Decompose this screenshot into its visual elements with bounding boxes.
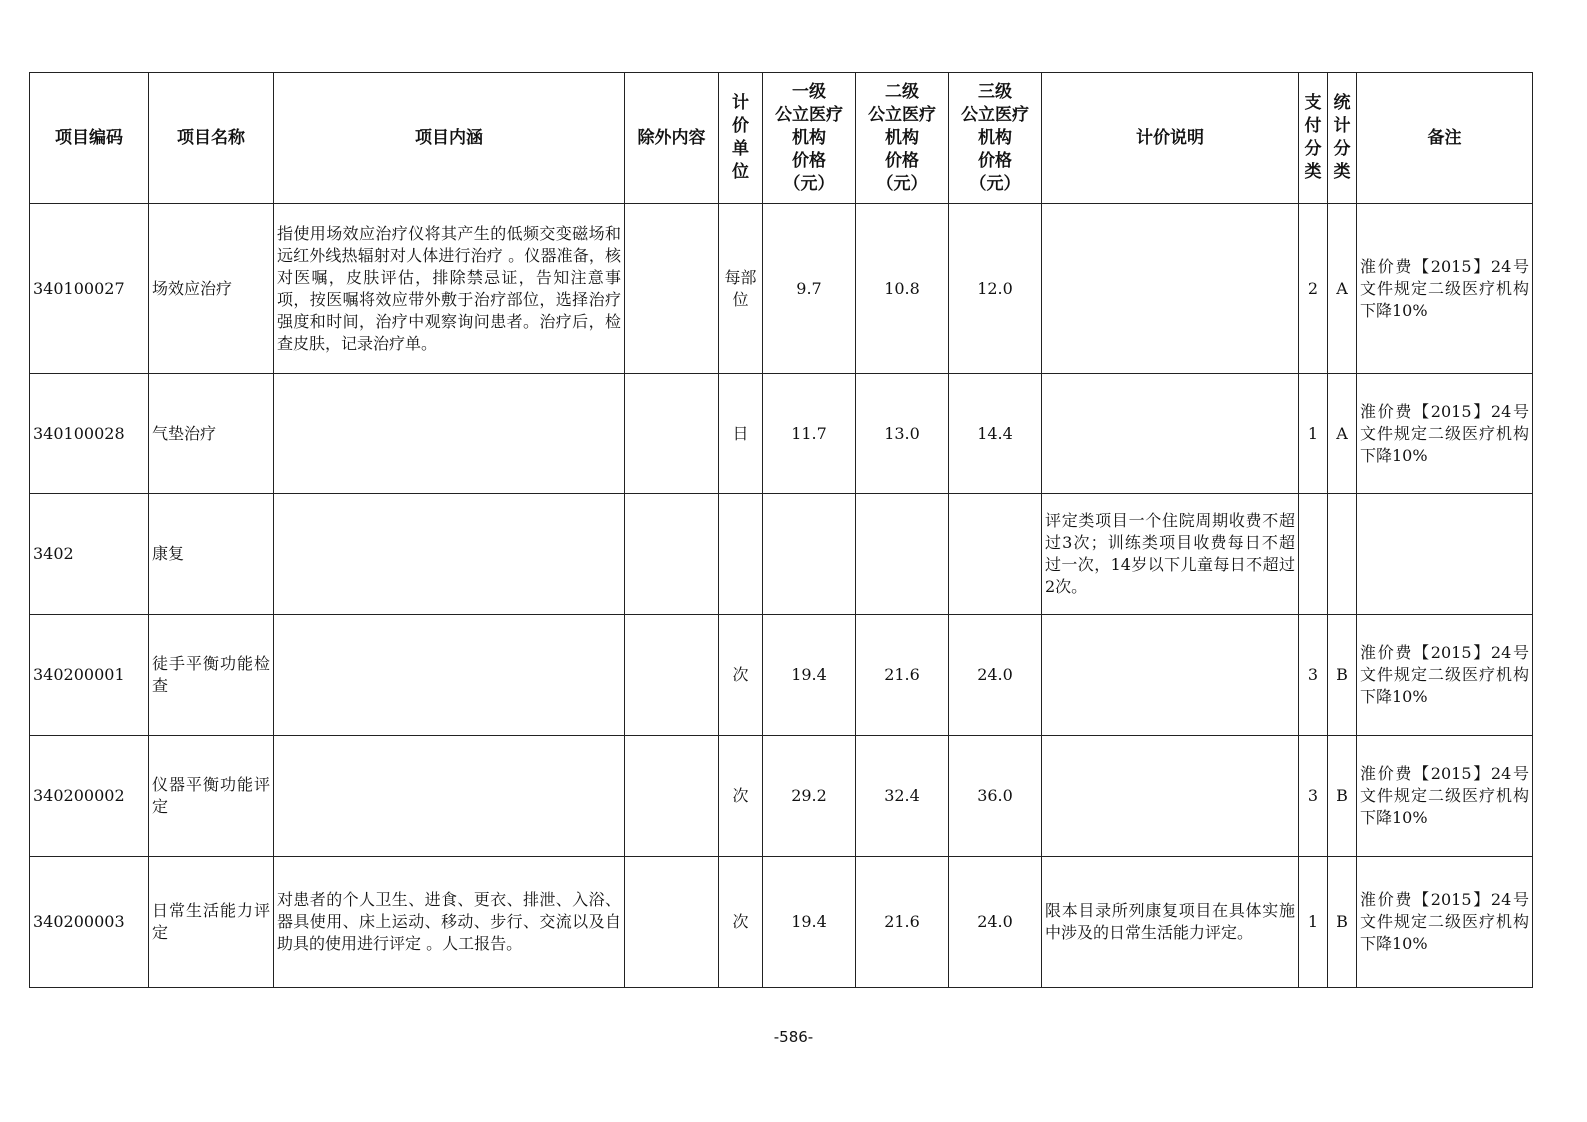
cell-content: [274, 615, 625, 736]
cell-explain: 限本目录所列康复项目在具体实施中涉及的日常生活能力评定。: [1042, 857, 1299, 988]
page-number: -586-: [773, 1028, 814, 1046]
cell-exclude: [625, 857, 719, 988]
cell-content: 对患者的个人卫生、进食、更衣、排泄、入浴、器具使用、床上运动、移动、步行、交流以及自助具的使用进行评定 。人工报告。: [274, 857, 625, 988]
header-content: 项目内涵: [274, 73, 625, 204]
price-table: [29, 72, 1533, 988]
header-price2-line: 机构: [885, 127, 919, 148]
cell-exclude: [625, 494, 719, 615]
header-price3-line: 价格: [978, 150, 1012, 171]
cell-code: 3402: [30, 494, 149, 615]
cell-content: [274, 736, 625, 857]
cell-stat: A: [1328, 374, 1357, 494]
cell-code: 340200003: [30, 857, 149, 988]
cell-price3: 12.0: [949, 204, 1042, 374]
header-price2-line: （元）: [876, 173, 928, 194]
header-price2-line: 价格: [885, 150, 919, 171]
table-row: [30, 736, 1533, 857]
cell-exclude: [625, 204, 719, 374]
cell-explain: [1042, 736, 1299, 857]
cell-content: [274, 494, 625, 615]
header-price2-line: 公立医疗: [868, 104, 936, 125]
header-code: 项目编码: [30, 73, 149, 204]
cell-remark: 淮价费【2015】24号文件规定二级医疗机构下降10%: [1357, 857, 1533, 988]
cell-pay: 1: [1299, 374, 1328, 494]
header-unit: [719, 73, 763, 204]
header-price-level3: [949, 73, 1042, 204]
cell-price3: 24.0: [949, 857, 1042, 988]
cell-remark: 淮价费【2015】24号文件规定二级医疗机构下降10%: [1357, 204, 1533, 374]
cell-name: 日常生活能力评定: [149, 857, 274, 988]
cell-exclude: [625, 736, 719, 857]
cell-stat: B: [1328, 857, 1357, 988]
table-row: [30, 857, 1533, 988]
cell-price3: 14.4: [949, 374, 1042, 494]
cell-unit: [719, 374, 763, 494]
table-row: [30, 374, 1533, 494]
header-price2-line: 二级: [885, 81, 919, 102]
header-price3-line: 机构: [978, 127, 1012, 148]
cell-explain: [1042, 204, 1299, 374]
header-unit-text: 计价单位: [732, 93, 749, 182]
cell-unit-text: 日: [732, 423, 749, 443]
cell-exclude: [625, 615, 719, 736]
table-row: [30, 494, 1533, 615]
cell-stat: [1328, 494, 1357, 615]
header-price1-line: （元）: [783, 173, 835, 194]
header-row: [30, 73, 1533, 204]
cell-unit-text: 次: [732, 786, 749, 805]
cell-unit: [719, 736, 763, 857]
cell-price1: 9.7: [763, 204, 856, 374]
price-table-container: [29, 72, 1533, 988]
cell-price2: 10.8: [856, 204, 949, 374]
header-stat: [1328, 73, 1357, 204]
cell-price1: 19.4: [763, 615, 856, 736]
cell-pay: 1: [1299, 857, 1328, 988]
cell-content: [274, 374, 625, 494]
header-price1-line: 一级: [792, 81, 826, 102]
cell-unit: [719, 204, 763, 374]
cell-code: 340200002: [30, 736, 149, 857]
cell-stat: B: [1328, 736, 1357, 857]
cell-code: 340200001: [30, 615, 149, 736]
cell-price2: 32.4: [856, 736, 949, 857]
cell-price2: 13.0: [856, 374, 949, 494]
cell-pay: 3: [1299, 736, 1328, 857]
cell-unit-text: 次: [732, 912, 749, 931]
header-explain: 计价说明: [1042, 73, 1299, 204]
cell-name: 场效应治疗: [149, 204, 274, 374]
cell-price3: 24.0: [949, 615, 1042, 736]
cell-unit: [719, 615, 763, 736]
header-price1-line: 机构: [792, 127, 826, 148]
cell-unit-text: 每部位: [724, 267, 757, 309]
cell-content: 指使用场效应治疗仪将其产生的低频交变磁场和远红外线热辐射对人体进行治疗 。仪器准备，核对医嘱，皮肤评估，排除禁忌证，告知注意事项，按医嘱将效应带外敷于治疗部位，选择治疗强度和时间，治疗中观察询问患者。治疗后，检查皮肤，记录治疗单。: [274, 204, 625, 374]
cell-pay: 3: [1299, 615, 1328, 736]
header-price3-line: 三级: [978, 81, 1012, 102]
cell-price2: [856, 494, 949, 615]
cell-unit: [719, 857, 763, 988]
cell-unit: [719, 494, 763, 615]
cell-remark: 淮价费【2015】24号文件规定二级医疗机构下降10%: [1357, 374, 1533, 494]
header-price1-line: 价格: [792, 150, 826, 171]
cell-code: 340100028: [30, 374, 149, 494]
cell-price3: 36.0: [949, 736, 1042, 857]
header-remark: 备注: [1357, 73, 1533, 204]
header-stat-text: 统计分类: [1333, 93, 1351, 182]
table-row: [30, 204, 1533, 374]
header-price-level2: [856, 73, 949, 204]
cell-code: 340100027: [30, 204, 149, 374]
header-price3-line: 公立医疗: [961, 104, 1029, 125]
cell-exclude: [625, 374, 719, 494]
header-price1-line: 公立医疗: [775, 104, 843, 125]
cell-remark: 淮价费【2015】24号文件规定二级医疗机构下降10%: [1357, 615, 1533, 736]
cell-stat: A: [1328, 204, 1357, 374]
cell-price3: [949, 494, 1042, 615]
header-pay: [1299, 73, 1328, 204]
header-pay-text: 支付分类: [1304, 93, 1322, 182]
cell-price2: 21.6: [856, 857, 949, 988]
cell-remark: [1357, 494, 1533, 615]
cell-name: 康复: [149, 494, 274, 615]
cell-name: 仪器平衡功能评定: [149, 736, 274, 857]
cell-name: 气垫治疗: [149, 374, 274, 494]
header-exclude: 除外内容: [625, 73, 719, 204]
header-price3-line: （元）: [969, 173, 1021, 194]
cell-pay: 2: [1299, 204, 1328, 374]
cell-remark: 淮价费【2015】24号文件规定二级医疗机构下降10%: [1357, 736, 1533, 857]
cell-price2: 21.6: [856, 615, 949, 736]
cell-price1: 11.7: [763, 374, 856, 494]
cell-explain: [1042, 374, 1299, 494]
cell-price1: [763, 494, 856, 615]
cell-price1: 29.2: [763, 736, 856, 857]
cell-explain: 评定类项目一个住院周期收费不超过3次；训练类项目收费每日不超过一次，14岁以下儿童每日不超过2次。: [1042, 494, 1299, 615]
header-name: 项目名称: [149, 73, 274, 204]
cell-price1: 19.4: [763, 857, 856, 988]
header-price-level1: [763, 73, 856, 204]
cell-pay: [1299, 494, 1328, 615]
cell-unit-text: 次: [732, 665, 749, 684]
cell-stat: B: [1328, 615, 1357, 736]
table-row: [30, 615, 1533, 736]
cell-explain: [1042, 615, 1299, 736]
cell-name: 徒手平衡功能检查: [149, 615, 274, 736]
